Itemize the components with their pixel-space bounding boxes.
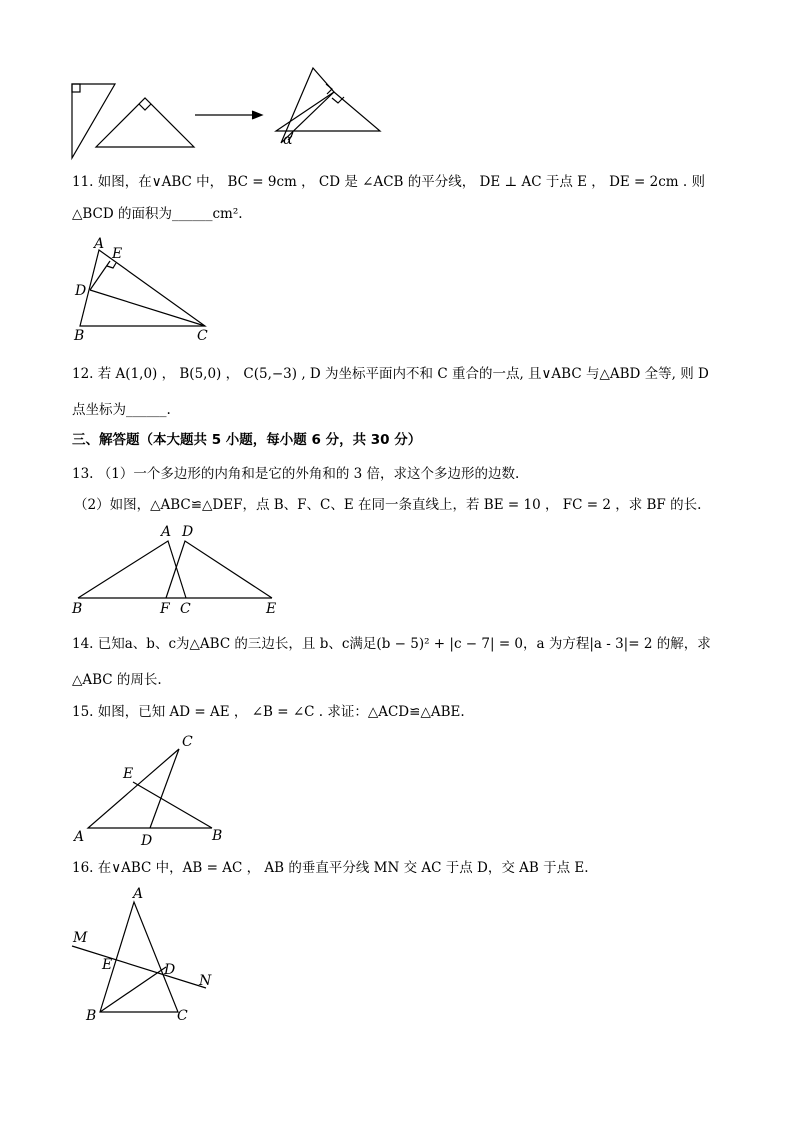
label-c: C: [177, 1008, 188, 1024]
triangle-def: [166, 541, 272, 598]
arrow-head: [252, 111, 262, 119]
label-e: E: [112, 246, 123, 262]
right-angle-mark: [332, 97, 344, 103]
right-angle-mark: [72, 84, 80, 92]
question-14-line-1: 14. 已知a、b、c为△ABC 的三边长，且 b、c满足(b − 5)² + |c − 7| = 0，a 为方程|a - 3|= 2 的解，求: [72, 636, 711, 652]
figure-16: [65, 884, 220, 1024]
segment-be: [133, 782, 212, 828]
question-11-line-2: △BCD 的面积为______cm².: [72, 206, 243, 222]
question-13-part-1: 13. （1）一个多边形的内角和是它的外角和的 3 倍，求这个多边形的边数.: [72, 466, 520, 482]
question-12-line-1: 12. 若 A(1,0) ， B(5,0) ， C(5,−3) , D 为坐标平面内不和 C 重合的一点, 且∨ABC 与△ABD 全等, 则 D: [72, 366, 709, 382]
figure-13: [65, 520, 290, 618]
line-mn: [72, 946, 206, 988]
label-e: E: [123, 766, 134, 782]
label-m: M: [73, 930, 88, 946]
label-b: B: [212, 828, 223, 844]
label-d: D: [164, 962, 176, 978]
triangle-outline: [88, 749, 212, 828]
right-triangle-ruler-2: [96, 98, 194, 147]
question-16-line-1: 16. 在∨ABC 中，AB = AC ， AB 的垂直平分线 MN 交 AC 于点 D，交 AB 于点 E.: [72, 860, 589, 876]
figure-11: [60, 232, 220, 344]
label-alpha: α: [283, 132, 293, 148]
label-b: B: [72, 601, 83, 617]
triangle-abc: [80, 250, 205, 326]
label-e: E: [266, 601, 277, 617]
label-d: D: [182, 524, 194, 540]
question-13-part-2: （2）如图，△ABC≌△DEF，点 B、F、C、E 在同一条直线上，若 BE = 10 ， FC = 2 ，求 BF 的长.: [74, 497, 702, 513]
label-b: B: [86, 1008, 97, 1024]
question-11-line-1: 11. 如图，在∨ABC 中， BC = 9cm ， CD 是 ∠ACB 的平分线， DE ⊥ AC 于点 E ， DE = 2cm . 则: [72, 174, 705, 190]
label-c: C: [180, 601, 191, 617]
segment-cd: [90, 290, 205, 326]
question-15-line-1: 15. 如图，已知 AD = AE ， ∠B = ∠C . 求证：△ACD≌△ABE.: [72, 704, 465, 720]
label-a: A: [74, 829, 85, 845]
triangle-abc: [78, 541, 186, 598]
label-a: A: [161, 524, 172, 540]
set-squares-figure: [60, 60, 400, 165]
label-d: D: [75, 283, 87, 299]
question-14-line-2: △ABC 的周长.: [72, 672, 162, 688]
label-f: F: [160, 601, 170, 617]
section-3-heading: 三、解答题（本大题共 5 小题，每小题 6 分，共 30 分）: [72, 432, 422, 448]
figure-15: [65, 728, 235, 850]
label-c: C: [182, 734, 193, 750]
label-n: N: [199, 973, 212, 989]
label-a: A: [94, 236, 105, 252]
label-a: A: [133, 886, 144, 902]
label-b: B: [74, 328, 85, 344]
question-12-line-2: 点坐标为______.: [72, 402, 171, 418]
label-c: C: [197, 328, 208, 344]
right-angle-mark: [139, 104, 151, 110]
label-d: D: [141, 833, 153, 849]
label-e: E: [102, 957, 113, 973]
segment-bd: [100, 967, 166, 1012]
